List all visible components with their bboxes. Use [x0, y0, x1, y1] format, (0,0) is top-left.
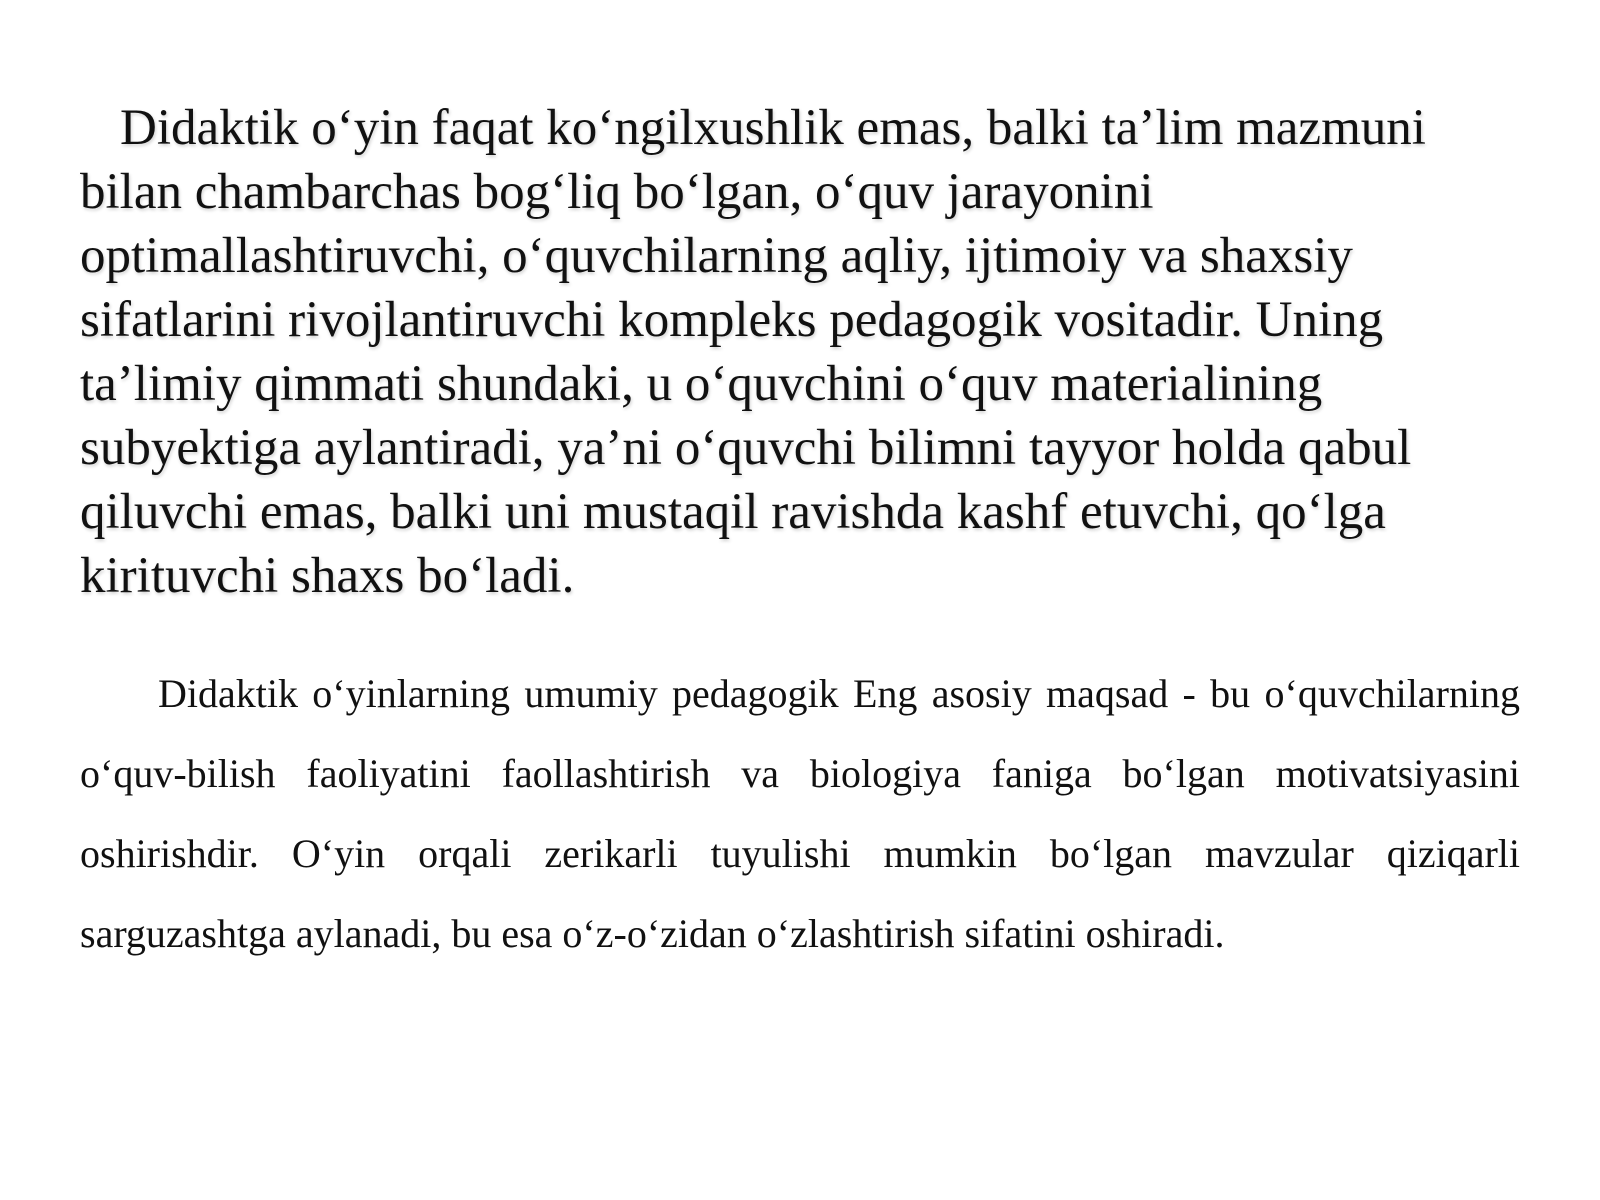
- paragraph-didactic-game-definition: Didaktik o‘yin faqat ko‘ngilxushlik emas, balki ta’lim mazmuni bilan chambarchas bog‘liq bo‘lgan, o‘quv jarayonini optimallashtiruvchi, o‘quvchilarning aqliy, ijtimoiy va shaxsiy sifatlarini rivojlantiruvchi kompleks pedagogik vositadir. Uning ta’limiy qimmati shundaki, u o‘quvchini o‘quv materialining subyektiga aylantiradi, ya’ni o‘quvchi bilimni tayyor holda qabul qiluvchi emas, balki uni mustaqil ravishda kashf etuvchi, qo‘lga kirituvchi shaxs bo‘ladi.: [80, 100, 1426, 604]
- paragraph-didactic-game-goal: Didaktik o‘yinlarning umumiy pedagogik Eng asosiy maqsad - bu o‘quvchilarning o‘quv-bilish faoliyatini faollashtirish va biologiya faniga bo‘lgan motivatsiyasini oshirishdir. O‘yin orqali zerikarli tuyulishi mumkin bo‘lgan mavzular qiziqarli sarguzashtga aylanadi, bu esa o‘z-o‘zidan o‘zlashtirish sifatini oshiradi.: [80, 671, 1520, 956]
